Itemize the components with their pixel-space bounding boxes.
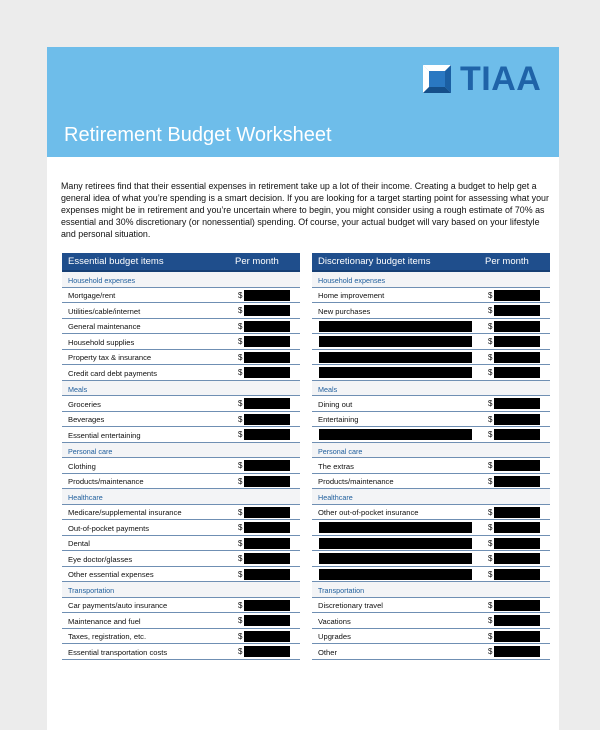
currency-symbol: $	[488, 414, 493, 424]
category-row	[62, 381, 300, 397]
worksheet-page	[47, 47, 559, 730]
header-banner	[47, 47, 559, 157]
item-label: Maintenance and fuel	[68, 616, 141, 626]
amount-field[interactable]	[494, 398, 540, 409]
item-label: Out-of-pocket payments	[68, 523, 150, 533]
item-label: Utilities/cable/internet	[68, 306, 141, 316]
currency-symbol: $	[238, 616, 243, 625]
amount-field[interactable]	[494, 321, 540, 332]
currency-symbol: $	[488, 523, 493, 532]
currency-symbol: $	[238, 647, 243, 656]
item-label: Products/maintenance	[68, 477, 144, 486]
category-label: Transportation	[68, 586, 115, 595]
item-label: Dental	[68, 539, 90, 548]
item-label: Other	[318, 647, 337, 657]
currency-symbol: $	[488, 352, 493, 362]
item-label: Household supplies	[68, 337, 135, 347]
table-row	[62, 412, 300, 428]
category-label: Meals	[68, 384, 88, 394]
table-row	[312, 334, 550, 350]
table-row	[312, 520, 550, 536]
essential-table-header	[62, 253, 300, 272]
table-row	[62, 551, 300, 567]
table-row	[62, 334, 300, 350]
amount-field[interactable]	[494, 538, 540, 549]
amount-field[interactable]	[494, 352, 540, 363]
item-label: Clothing	[68, 461, 96, 471]
currency-symbol: $	[488, 399, 493, 408]
amount-field[interactable]	[244, 553, 290, 564]
currency-symbol: $	[488, 368, 493, 377]
table-row	[62, 598, 300, 614]
table-row	[312, 319, 550, 335]
item-label: Beverages	[68, 415, 105, 424]
amount-field[interactable]	[494, 615, 540, 626]
amount-field[interactable]	[494, 336, 540, 347]
discretionary-header-items: Discretionary budget items	[318, 256, 431, 267]
tiaa-logo-icon	[417, 59, 457, 99]
currency-symbol: $	[238, 399, 243, 408]
table-row	[312, 458, 550, 474]
amount-field[interactable]	[494, 631, 540, 642]
category-row	[62, 272, 300, 288]
item-label: Discretionary travel	[318, 601, 383, 610]
amount-field[interactable]	[244, 290, 290, 301]
item-label: Upgrades	[318, 632, 351, 641]
category-row	[312, 443, 550, 459]
amount-field[interactable]	[244, 336, 290, 347]
table-row	[312, 505, 550, 521]
discretionary-header-month: Per month	[485, 256, 529, 267]
redacted-label-field[interactable]	[319, 553, 472, 564]
amount-field[interactable]	[494, 553, 540, 564]
amount-field[interactable]	[494, 290, 540, 301]
amount-field[interactable]	[244, 538, 290, 549]
amount-field[interactable]	[244, 367, 290, 378]
category-row	[312, 582, 550, 598]
item-label: Products/maintenance	[318, 477, 394, 486]
table-row	[312, 396, 550, 412]
item-label: Eye doctor/glasses	[68, 554, 133, 564]
brand-name: TIAA	[460, 60, 542, 98]
amount-field[interactable]	[244, 646, 290, 657]
amount-field[interactable]	[244, 476, 290, 487]
table-row	[312, 474, 550, 490]
table-row	[312, 412, 550, 428]
category-row	[62, 489, 300, 505]
item-label: General maintenance	[68, 322, 141, 331]
currency-symbol: $	[238, 290, 243, 300]
item-label: Car payments/auto insurance	[68, 601, 168, 610]
currency-symbol: $	[238, 600, 243, 610]
amount-field[interactable]	[244, 600, 290, 611]
category-label: Transportation	[318, 586, 365, 595]
table-row	[312, 536, 550, 552]
amount-field[interactable]	[244, 507, 290, 518]
amount-field[interactable]	[494, 305, 540, 316]
currency-symbol: $	[238, 337, 243, 346]
amount-field[interactable]	[244, 352, 290, 363]
amount-field[interactable]	[494, 367, 540, 378]
category-row	[312, 489, 550, 505]
table-row	[312, 350, 550, 366]
table-row	[62, 613, 300, 629]
amount-field[interactable]	[244, 615, 290, 626]
category-label: Personal care	[318, 446, 363, 456]
item-label: Dining out	[318, 399, 353, 409]
amount-field[interactable]	[244, 429, 290, 440]
table-row	[62, 536, 300, 552]
item-label: Taxes, registration, etc.	[68, 632, 147, 641]
table-row	[312, 551, 550, 567]
item-label: Mortgage/rent	[68, 291, 116, 300]
discretionary-table-header	[312, 253, 550, 272]
currency-symbol: $	[238, 352, 243, 362]
amount-field[interactable]	[494, 429, 540, 440]
table-row	[62, 567, 300, 583]
amount-field[interactable]	[244, 321, 290, 332]
amount-field[interactable]	[494, 507, 540, 518]
tiaa-logo	[417, 59, 549, 99]
currency-symbol: $	[238, 368, 243, 377]
table-row	[62, 319, 300, 335]
amount-field[interactable]	[244, 414, 290, 425]
item-label: Essential transportation costs	[68, 647, 168, 657]
item-label: Groceries	[68, 399, 101, 409]
table-row	[62, 365, 300, 381]
item-label: New purchases	[318, 306, 371, 316]
category-row	[312, 272, 550, 288]
item-label: Other essential expenses	[68, 570, 154, 579]
currency-symbol: $	[238, 507, 243, 517]
essential-budget-table	[62, 253, 300, 660]
currency-symbol: $	[488, 631, 493, 641]
amount-field[interactable]	[494, 460, 540, 471]
redacted-label-field[interactable]	[319, 538, 472, 549]
currency-symbol: $	[238, 631, 243, 641]
redacted-label-field[interactable]	[319, 352, 472, 363]
category-label: Household expenses	[318, 276, 386, 285]
table-row	[62, 644, 300, 660]
table-row	[312, 427, 550, 443]
amount-field[interactable]	[494, 646, 540, 657]
category-row	[312, 381, 550, 397]
currency-symbol: $	[238, 569, 243, 579]
currency-symbol: $	[488, 616, 493, 625]
category-label: Meals	[318, 384, 338, 394]
redacted-label-field[interactable]	[319, 336, 472, 347]
amount-field[interactable]	[244, 522, 290, 533]
currency-symbol: $	[488, 569, 493, 579]
item-label: Essential entertaining	[68, 430, 141, 440]
table-row	[312, 288, 550, 304]
item-label: Property tax & insurance	[68, 353, 152, 362]
redacted-label-field[interactable]	[319, 429, 472, 440]
currency-symbol: $	[238, 554, 243, 563]
currency-symbol: $	[488, 321, 493, 331]
table-row	[312, 613, 550, 629]
amount-field[interactable]	[494, 569, 540, 580]
currency-symbol: $	[488, 647, 493, 656]
item-label: Credit card debt payments	[68, 368, 158, 378]
category-row	[62, 443, 300, 459]
category-label: Household expenses	[68, 276, 136, 285]
currency-symbol: $	[238, 476, 243, 486]
category-label: Healthcare	[68, 493, 103, 502]
currency-symbol: $	[238, 538, 243, 548]
currency-symbol: $	[238, 321, 243, 331]
amount-field[interactable]	[244, 631, 290, 642]
currency-symbol: $	[488, 430, 493, 439]
discretionary-budget-table	[312, 253, 550, 660]
page-title: Retirement Budget Worksheet	[64, 124, 332, 146]
table-row	[62, 505, 300, 521]
amount-field[interactable]	[494, 476, 540, 487]
table-row	[62, 458, 300, 474]
amount-field[interactable]	[244, 398, 290, 409]
currency-symbol: $	[488, 554, 493, 563]
item-label: Entertaining	[318, 415, 359, 424]
currency-symbol: $	[488, 290, 493, 300]
currency-symbol: $	[238, 306, 243, 315]
redacted-label-field[interactable]	[319, 522, 472, 533]
table-row	[312, 365, 550, 381]
currency-symbol: $	[488, 600, 493, 610]
table-row	[312, 303, 550, 319]
category-label: Healthcare	[318, 493, 353, 502]
item-label: Medicare/supplemental insurance	[68, 508, 182, 517]
category-label: Personal care	[68, 446, 113, 456]
amount-field[interactable]	[244, 460, 290, 471]
table-row	[62, 629, 300, 645]
currency-symbol: $	[238, 430, 243, 439]
table-row	[62, 474, 300, 490]
table-row	[312, 598, 550, 614]
currency-symbol: $	[488, 476, 493, 486]
amount-field[interactable]	[494, 522, 540, 533]
currency-symbol: $	[488, 461, 493, 470]
essential-header-month: Per month	[235, 256, 279, 267]
amount-field[interactable]	[244, 305, 290, 316]
table-row	[312, 567, 550, 583]
amount-field[interactable]	[244, 569, 290, 580]
essential-header-items: Essential budget items	[68, 256, 164, 267]
table-row	[62, 520, 300, 536]
currency-symbol: $	[488, 507, 493, 517]
currency-symbol: $	[488, 306, 493, 315]
table-row	[62, 396, 300, 412]
item-label: Other out-of-pocket insurance	[318, 508, 419, 517]
currency-symbol: $	[238, 461, 243, 470]
table-row	[62, 427, 300, 443]
table-row	[62, 288, 300, 304]
redacted-label-field[interactable]	[319, 321, 472, 332]
table-row	[62, 350, 300, 366]
item-label: Home improvement	[318, 291, 385, 300]
currency-symbol: $	[488, 337, 493, 346]
table-row	[62, 303, 300, 319]
redacted-label-field[interactable]	[319, 569, 472, 580]
table-row	[312, 644, 550, 660]
category-row	[62, 582, 300, 598]
currency-symbol: $	[488, 538, 493, 548]
item-label: Vacations	[318, 616, 351, 626]
amount-field[interactable]	[494, 600, 540, 611]
intro-paragraph: Many retirees find that their essential expenses in retirement take up a lot of their income. Creating a budget to help get a general idea of what you’re spending is a smart decision. If you are looking for a target starting point for assessing what your expenses might be in retirement and you’re uncertain where to begin, you might consider using a rough estimate of 70% as essential and 30% discretionary (or nonessential) spending. Of course, your actual budget will vary based on your lifestyle and personal situation.	[61, 181, 549, 240]
currency-symbol: $	[238, 523, 243, 532]
redacted-label-field[interactable]	[319, 367, 472, 378]
item-label: The extras	[318, 461, 354, 471]
currency-symbol: $	[238, 414, 243, 424]
amount-field[interactable]	[494, 414, 540, 425]
table-row	[312, 629, 550, 645]
